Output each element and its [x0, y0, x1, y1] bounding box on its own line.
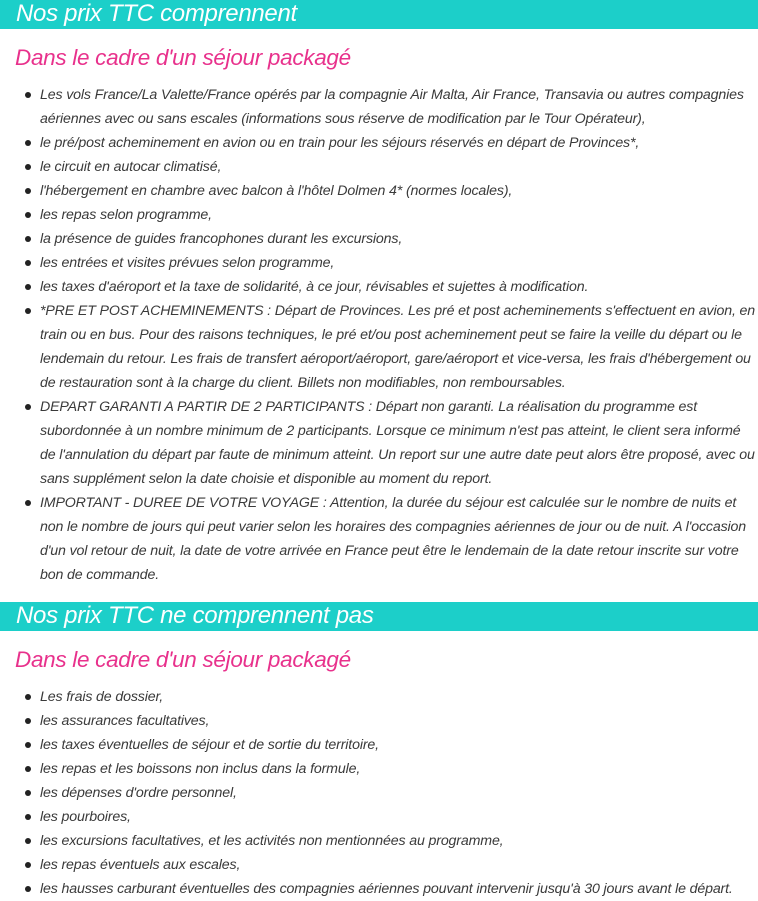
included-item: le circuit en autocar climatisé,	[40, 155, 758, 179]
included-item: l'hébergement en chambre avec balcon à l'hôtel Dolmen 4* (normes locales),	[40, 179, 758, 203]
included-item: IMPORTANT - DUREE DE VOTRE VOYAGE : Attention, la durée du séjour est calculée sur le nombre de nuits et non le nombre de jours qui peut varier selon les horaires des compagnies aériennes de jour ou de nuit. A l'occasion d'un vol retour de nuit, la date de votre arrivée en France peut être le lendemain de la date retour inscrite sur votre bon de commande.	[40, 491, 758, 587]
excluded-subheading: Dans le cadre d'un séjour packagé	[15, 647, 351, 672]
excluded-item: les hausses carburant éventuelles des compagnies aériennes pouvant intervenir jusqu'à 30 jours avant le départ.	[40, 877, 758, 901]
excluded-item: les excursions facultatives, et les activités non mentionnées au programme,	[40, 829, 758, 853]
included-item: le pré/post acheminement en avion ou en train pour les séjours réservés en départ de Provinces*,	[40, 131, 758, 155]
excluded-item: les dépenses d'ordre personnel,	[40, 781, 758, 805]
included-item: Les vols France/La Valette/France opérés par la compagnie Air Malta, Air France, Transavia ou autres compagnies aériennes avec ou sans escales (informations sous réserve de modification par le Tour Opérateur),	[40, 83, 758, 131]
included-item: DEPART GARANTI A PARTIR DE 2 PARTICIPANTS : Départ non garanti. La réalisation du programme est subordonnée à un nombre minimum de 2 participants. Lorsque ce minimum n'est pas atteint, le client sera informé de l'annulation du départ par faute de minimum atteint. Un report sur une autre date peut alors être proposé, avec ou sans supplément selon la date choisie et disponible au moment du report.	[40, 395, 758, 491]
included-item: les entrées et visites prévues selon programme,	[40, 251, 758, 275]
included-subheading: Dans le cadre d'un séjour packagé	[15, 45, 351, 70]
included-item: *PRE ET POST ACHEMINEMENTS : Départ de Provinces. Les pré et post acheminements s'effectuent en avion, en train ou en bus. Pour des raisons techniques, le pré et/ou post acheminement peut se faire la veille du départ ou le lendemain du retour. Les frais de transfert aéroport/aéroport, gare/aéroport et vice-versa, les frais d'hébergement ou de restauration sont à la charge du client. Billets non modifiables, non remboursables.	[40, 299, 758, 395]
included-list	[0, 83, 758, 587]
excluded-item: les assurances facultatives,	[40, 709, 758, 733]
included-item: la présence de guides francophones durant les excursions,	[40, 227, 758, 251]
included-header: Nos prix TTC comprennent	[0, 0, 758, 29]
excluded-list	[0, 685, 758, 901]
included-item: les taxes d'aéroport et la taxe de solidarité, à ce jour, révisables et sujettes à modification.	[40, 275, 758, 299]
excluded-item: Les frais de dossier,	[40, 685, 758, 709]
excluded-item: les repas et les boissons non inclus dans la formule,	[40, 757, 758, 781]
excluded-header: Nos prix TTC ne comprennent pas	[0, 602, 758, 631]
excluded-section	[0, 602, 758, 901]
included-item: les repas selon programme,	[40, 203, 758, 227]
excluded-item: les taxes éventuelles de séjour et de sortie du territoire,	[40, 733, 758, 757]
excluded-item: les pourboires,	[40, 805, 758, 829]
excluded-item: les repas éventuels aux escales,	[40, 853, 758, 877]
